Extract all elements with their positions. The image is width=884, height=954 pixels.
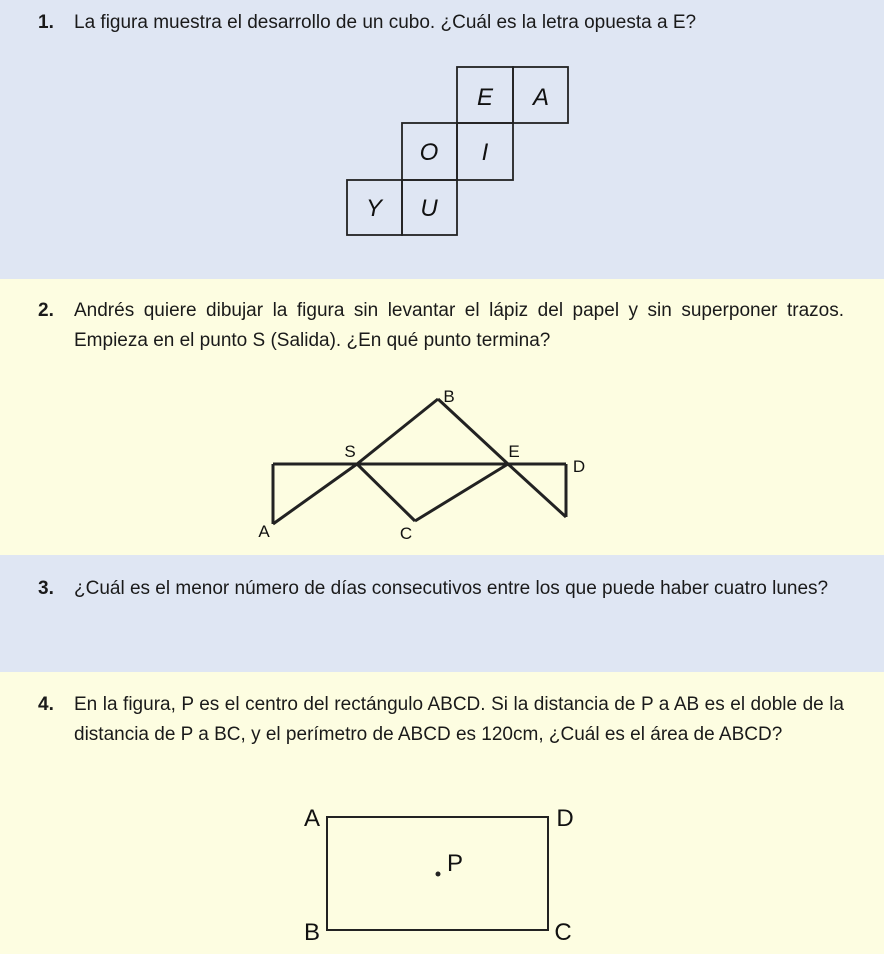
question-1-panel — [0, 0, 884, 279]
question-text: ¿Cuál es el menor número de días consecutivos entre los que puede haber cuatro lunes? — [74, 578, 829, 599]
question-3-panel — [0, 555, 884, 672]
point-label-a: A — [258, 522, 270, 541]
cube-letter-o: O — [419, 139, 439, 166]
question-number: 2. — [38, 300, 54, 321]
question-3 — [38, 574, 844, 604]
cube-letter-u: U — [420, 195, 438, 222]
segment-b-e — [438, 399, 508, 464]
segment-c-e — [415, 464, 508, 521]
question-2-panel — [0, 279, 884, 555]
line-drawing-figure — [0, 279, 884, 555]
segment-s-c — [357, 464, 415, 521]
segment-e-bottom-right — [508, 464, 566, 517]
question-text: En la figura, P es el centro del rectángulo ABCD. Si la distancia de P a AB es el doble de la distancia de P a BC, y el perímetro de ABCD es 120cm, ¿Cuál es el área de ABCD? — [74, 694, 844, 745]
point-label-b: B — [443, 387, 455, 406]
vertex-label-b: B — [303, 919, 321, 946]
rectangle-figure — [0, 672, 884, 954]
segment-a-s — [273, 464, 357, 524]
cube-letter-e: E — [476, 84, 494, 111]
question-text: La figura muestra el desarrollo de un cubo. ¿Cuál es la letra opuesta a E? — [74, 12, 697, 33]
vertex-label-c: C — [554, 919, 572, 946]
cube-net-figure — [0, 0, 884, 279]
point-label-d: D — [572, 457, 586, 476]
point-label-s: S — [344, 442, 356, 461]
cube-letter-a: A — [532, 84, 550, 111]
vertex-label-d: D — [556, 805, 574, 832]
segment-s-b — [357, 399, 438, 464]
question-number: 3. — [38, 578, 54, 599]
center-label-p: P — [446, 850, 464, 877]
center-point-p — [436, 872, 441, 877]
point-label-c: C — [399, 524, 413, 543]
question-number: 4. — [38, 694, 54, 715]
cube-letter-y: Y — [365, 195, 383, 222]
cube-letter-i: I — [481, 139, 489, 166]
vertex-label-a: A — [303, 805, 321, 832]
point-label-e: E — [508, 442, 520, 461]
question-text: Andrés quiere dibujar la figura sin levantar el lápiz del papel y sin superponer trazos. Empieza en el punto S (Salida). ¿En qué punto termina? — [74, 300, 844, 351]
question-number: 1. — [38, 12, 54, 33]
question-4-panel — [0, 672, 884, 954]
